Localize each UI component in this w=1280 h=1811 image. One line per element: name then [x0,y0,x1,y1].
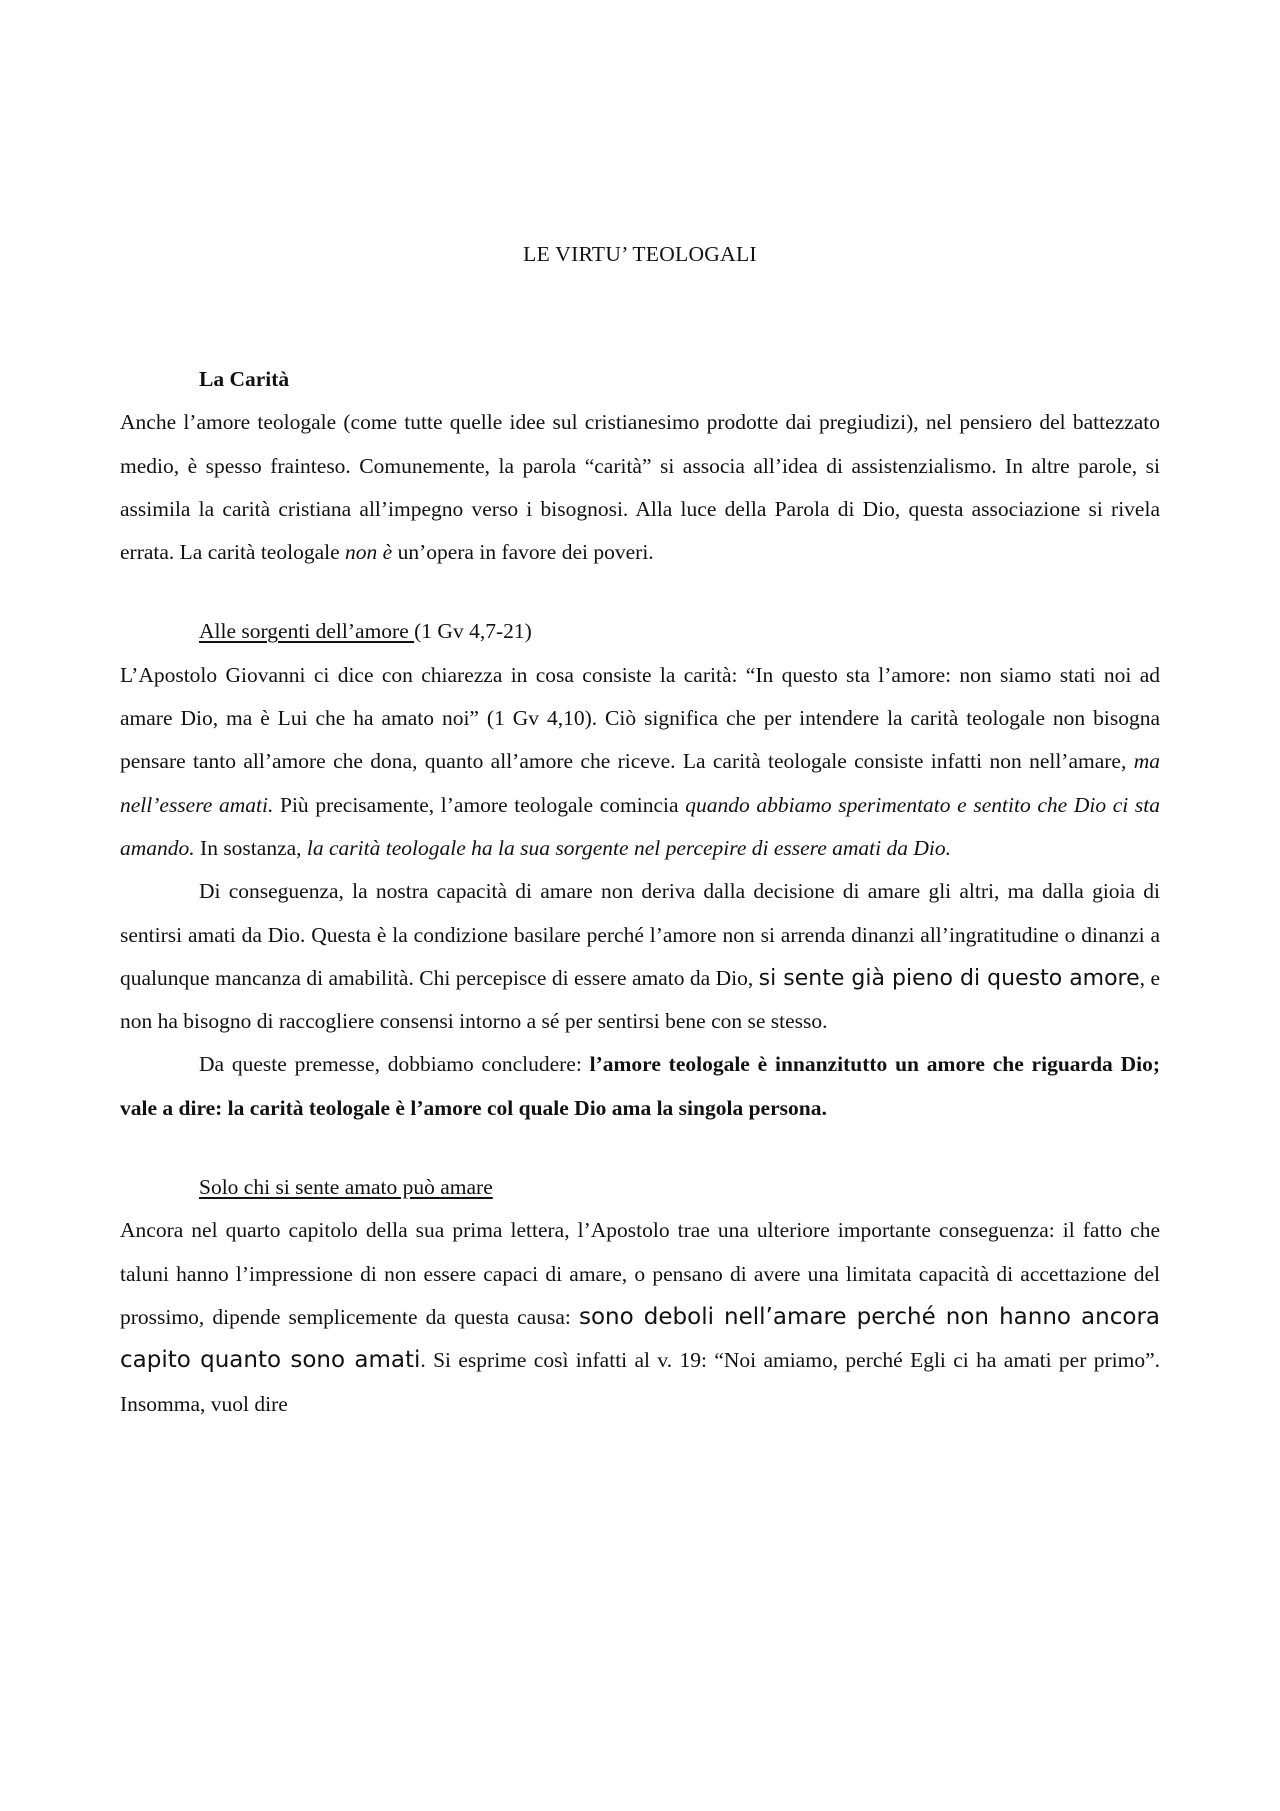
text-run: Anche l’amore teologale (come tutte quelle idee sul cristianesimo prodotte dai pregiudizi), nel pensiero del battezzato medio, è spesso frainteso. Comunemente, la parola “carità” si associa all’idea di assistenzialismo. In altre parole, si assimila la carità cristiana all’impegno verso i bisognosi. Alla luce della Parola di Dio, questa associazione si rivela errata. La carità teologale [120,410,1160,565]
bold-run: l’amore teologale è innanzitutto un amore che riguarda Dio; vale a dire: la carità teologale è l’amore col quale Dio ama la singola persona. [120,1052,1160,1120]
text-run: Ancora nel quarto capitolo della sua prima lettera, l’Apostolo trae una ulteriore importante conseguenza: il fatto che taluni hanno l’impressione di non essere capaci di amare, o pensano di avere una limitata capacità di accettazione del prossimo, dipende semplicemente da questa causa: [120,1218,1160,1329]
paragraph [120,401,1160,574]
text-run: Di conseguenza, la nostra capacità di amare non deriva dalla decisione di amare gli altri, ma dalla gioia di sentirsi amati da Dio. Questa è la condizione basilare perché l’amore non si arrenda dinanzi all’ingratitudine o dinanzi a qualunque mancanza di amabilità. Chi percepisce di essere amato da Dio, [120,879,1160,990]
underlined-heading: Solo chi si sente amato può amare [199,1175,493,1200]
italic-run: ma nell’essere amati. [120,749,1160,817]
italic-run: la carità teologale ha la sua sorgente nel percepire di essere amati da Dio. [306,835,952,860]
italic-run: non è [345,540,393,565]
text-run: In sostanza, [194,835,307,860]
text-run: Da queste premesse, dobbiamo concludere: [199,1052,590,1077]
text-run: . Si esprime così infatti al v. 19: “Noi amiamo, perché Egli ci ha amati per primo”. Insomma, vuol dire [120,1348,1160,1416]
paragraph [120,1043,1160,1130]
underlined-heading: Alle sorgenti dell’amore [199,619,415,644]
italic-run: quando abbiamo sperimentato e sentito che Dio ci sta amando. [120,792,1160,860]
text-run: L’Apostolo Giovanni ci dice con chiarezza in cosa consiste la carità: “In questo sta l’amore: non siamo stati noi ad amare Dio, ma è Lui che ha amato noi” (1 Gv 4,10). Ciò significa che per intendere la carità teologale non bisogna pensare tanto all’amore che dona, quanto all’amore che riceve. La carità teologale consiste infatti non nell’amare, [120,662,1160,774]
document-title: LE VIRTU’ TEOLOGALI [523,242,757,266]
section-heading-sorgenti [120,610,1160,653]
document-body [120,358,1160,1426]
text-run: un’opera in favore dei poveri. [392,540,654,565]
paragraph [120,654,1160,870]
section-heading-solo-chi [120,1166,1160,1209]
sans-run: sono deboli nell’amare perché non hanno ancora capito quanto sono amati [120,1303,1160,1374]
paragraph [120,870,1160,1043]
section-heading-carita: La Carità [199,367,290,391]
scripture-reference: (1 Gv 4,7-21) [414,619,532,644]
paragraph [120,1209,1160,1425]
sans-run: si sente già pieno di questo amore [758,965,1140,991]
text-run: , e non ha bisogno di raccogliere consensi intorno a sé per sentirsi bene con se stesso. [120,965,1161,1034]
text-run: Più precisamente, l’amore teologale comincia [273,792,686,817]
